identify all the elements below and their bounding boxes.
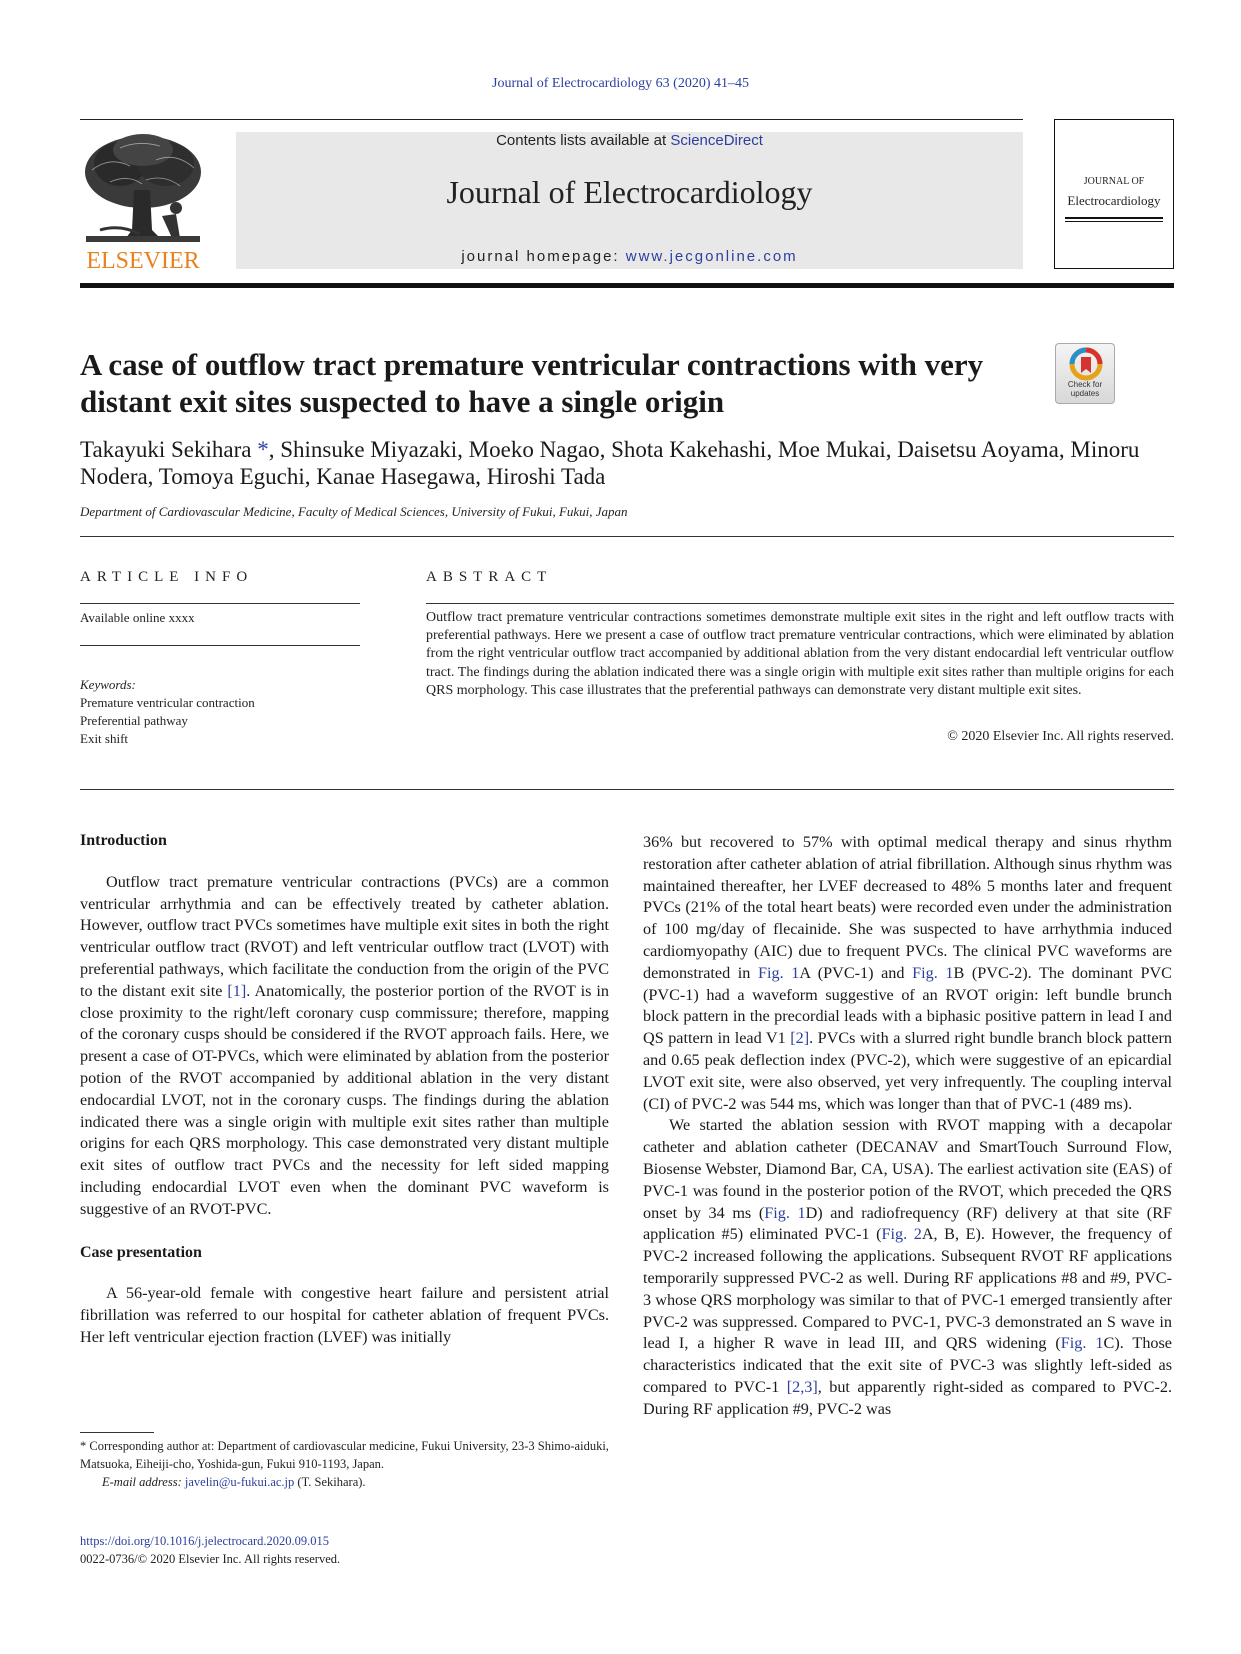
- figure-link-1a[interactable]: Fig. 1: [758, 963, 800, 982]
- section-heading-case-presentation: Case presentation: [80, 1243, 202, 1261]
- cover-rule: [1065, 217, 1163, 219]
- author-list: [80, 436, 1174, 490]
- journal-cover-thumbnail[interactable]: [1054, 119, 1174, 269]
- body-column-left: [80, 830, 609, 1349]
- article-info-rule: [80, 603, 360, 604]
- journal-homepage-link[interactable]: www.jecgonline.com: [625, 248, 798, 265]
- elsevier-wordmark: ELSEVIER: [86, 248, 200, 274]
- footnote-mark: *: [80, 1439, 87, 1453]
- affiliation: Department of Cardiovascular Medicine, Faculty of Medical Sciences, University of Fukui, Fukui, Japan: [80, 504, 628, 519]
- text-run: , but apparently right-sided as compared to PVC-2. During RF application #9, PVC-2 was: [643, 1377, 1172, 1418]
- article-info-heading: ARTICLE INFO: [80, 569, 254, 585]
- contents-prefix: Contents lists available at: [496, 132, 671, 149]
- abstract-copyright: © 2020 Elsevier Inc. All rights reserved.: [947, 729, 1174, 744]
- abstract-rule: [426, 603, 1174, 604]
- ablation-paragraph: [643, 1115, 1172, 1420]
- case-paragraph: A 56-year-old female with congestive heart failure and persistent atrial fibrillation was referred to our hospital for catheter ablation of frequent PVCs. Her left ventricular ejection fraction (LVEF) was initially: [80, 1284, 609, 1346]
- homepage-prefix: journal homepage:: [461, 248, 626, 265]
- article-info-rule-2: [80, 645, 360, 646]
- author-rest: , Shinsuke Miyazaki, Moeko Nagao, Shota Kakehashi, Moe Mukai, Daisetsu Aoyama, Minoru Nodera, Tomoya Eguchi, Kanae Hasegawa, Hiroshi Tada: [80, 437, 1140, 489]
- keyword-item: Exit shift: [80, 731, 129, 746]
- corresponding-author-link[interactable]: *: [257, 437, 269, 462]
- check-for-updates-button[interactable]: [1055, 343, 1115, 404]
- cover-title-line2: Electrocardiology: [1067, 193, 1161, 208]
- text-run: We started the ablation session with RVOT mapping with a decapolar catheter and ablation catheter (DECANAV and SmartTouch Surround Flow, Biosense Webster, Diamond Bar, CA, USA). The earliest activation site (EAS) of PVC-1 was found in the posterior potion of the RVOT, which preceded the QRS onset by 34 ms (: [643, 1116, 1172, 1222]
- tree-logo-icon: [80, 130, 206, 246]
- section-rule: [80, 536, 1174, 537]
- intro-paragraph: [80, 872, 609, 1221]
- text-run: A, B, E). However, the frequency of PVC-2 increased following the applications. Subsequent RVOT RF applications temporarily suppressed PVC-2 as well. During RF applications #8 and #9, PVC-3 whose QRS morphology was similar to that of PVC-1 emerged transiently after PVC-2 was suppressed. Compared to PVC-1, PVC-3 demonstrated an S wave in lead I, a higher R wave in lead III, and QRS widening (: [643, 1225, 1172, 1353]
- contents-line: [236, 132, 1023, 149]
- text-run: A (PVC-1) and: [799, 963, 913, 982]
- crossmark-icon: [1056, 346, 1116, 382]
- footnote-rule: [80, 1432, 154, 1433]
- doi-block: [80, 1532, 340, 1568]
- section-heading-introduction: Introduction: [80, 832, 167, 849]
- text-run: . PVCs with a slurred right bundle branch block pattern and 0.65 peak deflection index (PVC-2), which were suggestive of an epicardial LVOT exit site, were also observed, yet very infrequently. The coupling interval (CI) of PVC-2 was 544 ms, which was longer than that of PVC-1 (489 ms).: [643, 1029, 1172, 1113]
- reference-link-2[interactable]: [2]: [790, 1029, 810, 1048]
- footnote-body: Corresponding author at: Department of cardiovascular medicine, Fukui University, 23-3 Shimo-aiduki, Matsuoka, Eiheiji-cho, Yoshida-gun, Fukui 910-1193, Japan.: [80, 1439, 609, 1471]
- author-first: Takayuki Sekihara: [80, 437, 252, 462]
- journal-masthead: [236, 132, 1023, 269]
- figure-link-1b[interactable]: Fig. 1: [912, 963, 954, 982]
- abstract-heading: ABSTRACT: [426, 569, 553, 585]
- cover-title-line1: JOURNAL OF: [1083, 176, 1145, 187]
- case-paragraph-continued: [643, 832, 1172, 1115]
- email-label: E-mail address:: [102, 1475, 185, 1489]
- author-email-link[interactable]: javelin@u-fukui.ac.jp: [184, 1475, 295, 1489]
- keywords-block: [80, 676, 255, 748]
- text-run: Outflow tract premature ventricular contractions (PVCs) are a common ventricular arrhythmia and can be effectively treated by catheter ablation. However, outflow tract PVCs sometimes have multiple exit sites in both the right ventricular outflow tract (RVOT) and left ventricular outflow tract (LVOT) with preferential pathways, which facilitate the conduction from the origin of the PVC to the distant exit site: [80, 872, 609, 1000]
- available-online: Available online xxxx: [80, 610, 195, 625]
- spacer: [80, 1221, 609, 1242]
- section-rule-2: [80, 789, 1174, 790]
- email-suffix: (T. Sekihara).: [294, 1475, 366, 1489]
- header-thick-rule: [80, 283, 1174, 288]
- journal-name: Journal of Electrocardiology: [446, 174, 813, 210]
- figure-link-1c[interactable]: Fig. 1: [1060, 1334, 1104, 1353]
- crossmark-label: [1056, 380, 1114, 398]
- abstract-text: Outflow tract premature ventricular contractions sometimes demonstrate multiple exit sites in the right and left outflow tracts with preferential pathways. Here we present a case of outflow tract premature ventricular contractions, which were eliminated by ablation from the right ventricular outflow tract accompanied by additional ablation from the very distant endocardial left ventricular outflow tract. The findings during the ablation indicated there was a single origin with multiple exit sites rather than multiple origins for each QRS morphology. This case illustrates that the preferential pathways can demonstrate very distant multiple exit sites.: [426, 610, 1174, 698]
- text-run: D) and radiofrequency (RF) delivery at that site (RF application #5) eliminated PVC-1 (: [643, 1203, 1172, 1244]
- text-run: B (PVC-2). The dominant PVC (PVC-1) had a waveform suggestive of an RVOT origin: left bundle brunch block pattern in the precordial leads with a biphasic positive pattern in lead I and QS pattern in lead V1: [643, 963, 1172, 1048]
- elsevier-logo[interactable]: [80, 130, 206, 272]
- issn-copyright: 0022-0736/© 2020 Elsevier Inc. All rights reserved.: [80, 1552, 341, 1566]
- corresponding-author-footnote: [80, 1437, 609, 1491]
- footnote-email-line: [80, 1473, 609, 1491]
- footnote-text: [80, 1437, 609, 1473]
- text-run: C). Those characteristics indicated that the exit site of PVC-3 was slightly left-sided as compared to PVC-1: [643, 1334, 1172, 1396]
- text-run: 36% but recovered to 57% with optimal medical therapy and sinus rhythm restoration after catheter ablation of atrial fibrillation. Although sinus rhythm was maintained thereafter, her LVEF decreased to 48% 5 months later and frequent PVCs (21% of the total heart beats) were recorded even under the administration of 100 mg/day of flecainide. She was suspected to have arrhythmia induced cardiomyopathy (AIC) due to frequent PVCs. The clinical PVC waveforms are demonstrated in: [643, 833, 1172, 982]
- journal-citation[interactable]: Journal of Electrocardiology 63 (2020) 41–45: [492, 76, 749, 91]
- keyword-item: Preferential pathway: [80, 713, 188, 728]
- reference-link-2-3[interactable]: [2,3]: [786, 1377, 818, 1396]
- cover-rule-thin: [1065, 221, 1163, 222]
- keyword-item: Premature ventricular contraction: [80, 695, 255, 710]
- text-run: . Anatomically, the posterior portion of the RVOT is in close proximity to the right/left coronary cusp commissure; therefore, mapping of the coronary cusps should be considered if the RVOT approach fails. Here, we present a case of OT-PVCs, which were eliminated by ablation from the posterior potion of the RVOT accompanied by additional ablation in the very distant endocardial LVOT, not in the coronary cusps. The findings during the ablation indicated there was a single origin with multiple exit sites rather than multiple origins for each QRS morphology. This case demonstrated very distant multiple exit sites of outflow tract PVCs and the necessity for left sided mapping including endocardial LVOT even when the dominant PVC waveform is suggestive of an RVOT-PVC.: [80, 981, 609, 1218]
- doi-link[interactable]: https://doi.org/10.1016/j.jelectrocard.2020.09.015: [80, 1534, 330, 1548]
- body-column-right: [643, 832, 1172, 1421]
- crossmark-label-line1: Check for: [1067, 380, 1103, 389]
- header-rule: [80, 119, 1023, 120]
- crossmark-label-line2: updates: [1070, 389, 1100, 398]
- reference-link-1[interactable]: [1]: [227, 981, 247, 1000]
- sciencedirect-link[interactable]: ScienceDirect: [670, 132, 763, 149]
- article-title: A case of outflow tract premature ventricular contractions with very distant exit sites suspected to have a single origin: [80, 347, 984, 419]
- figure-link-2[interactable]: Fig. 2: [881, 1225, 922, 1244]
- figure-link-1d[interactable]: Fig. 1: [764, 1203, 806, 1222]
- keywords-label: Keywords:: [80, 677, 136, 692]
- homepage-line: [236, 248, 1023, 265]
